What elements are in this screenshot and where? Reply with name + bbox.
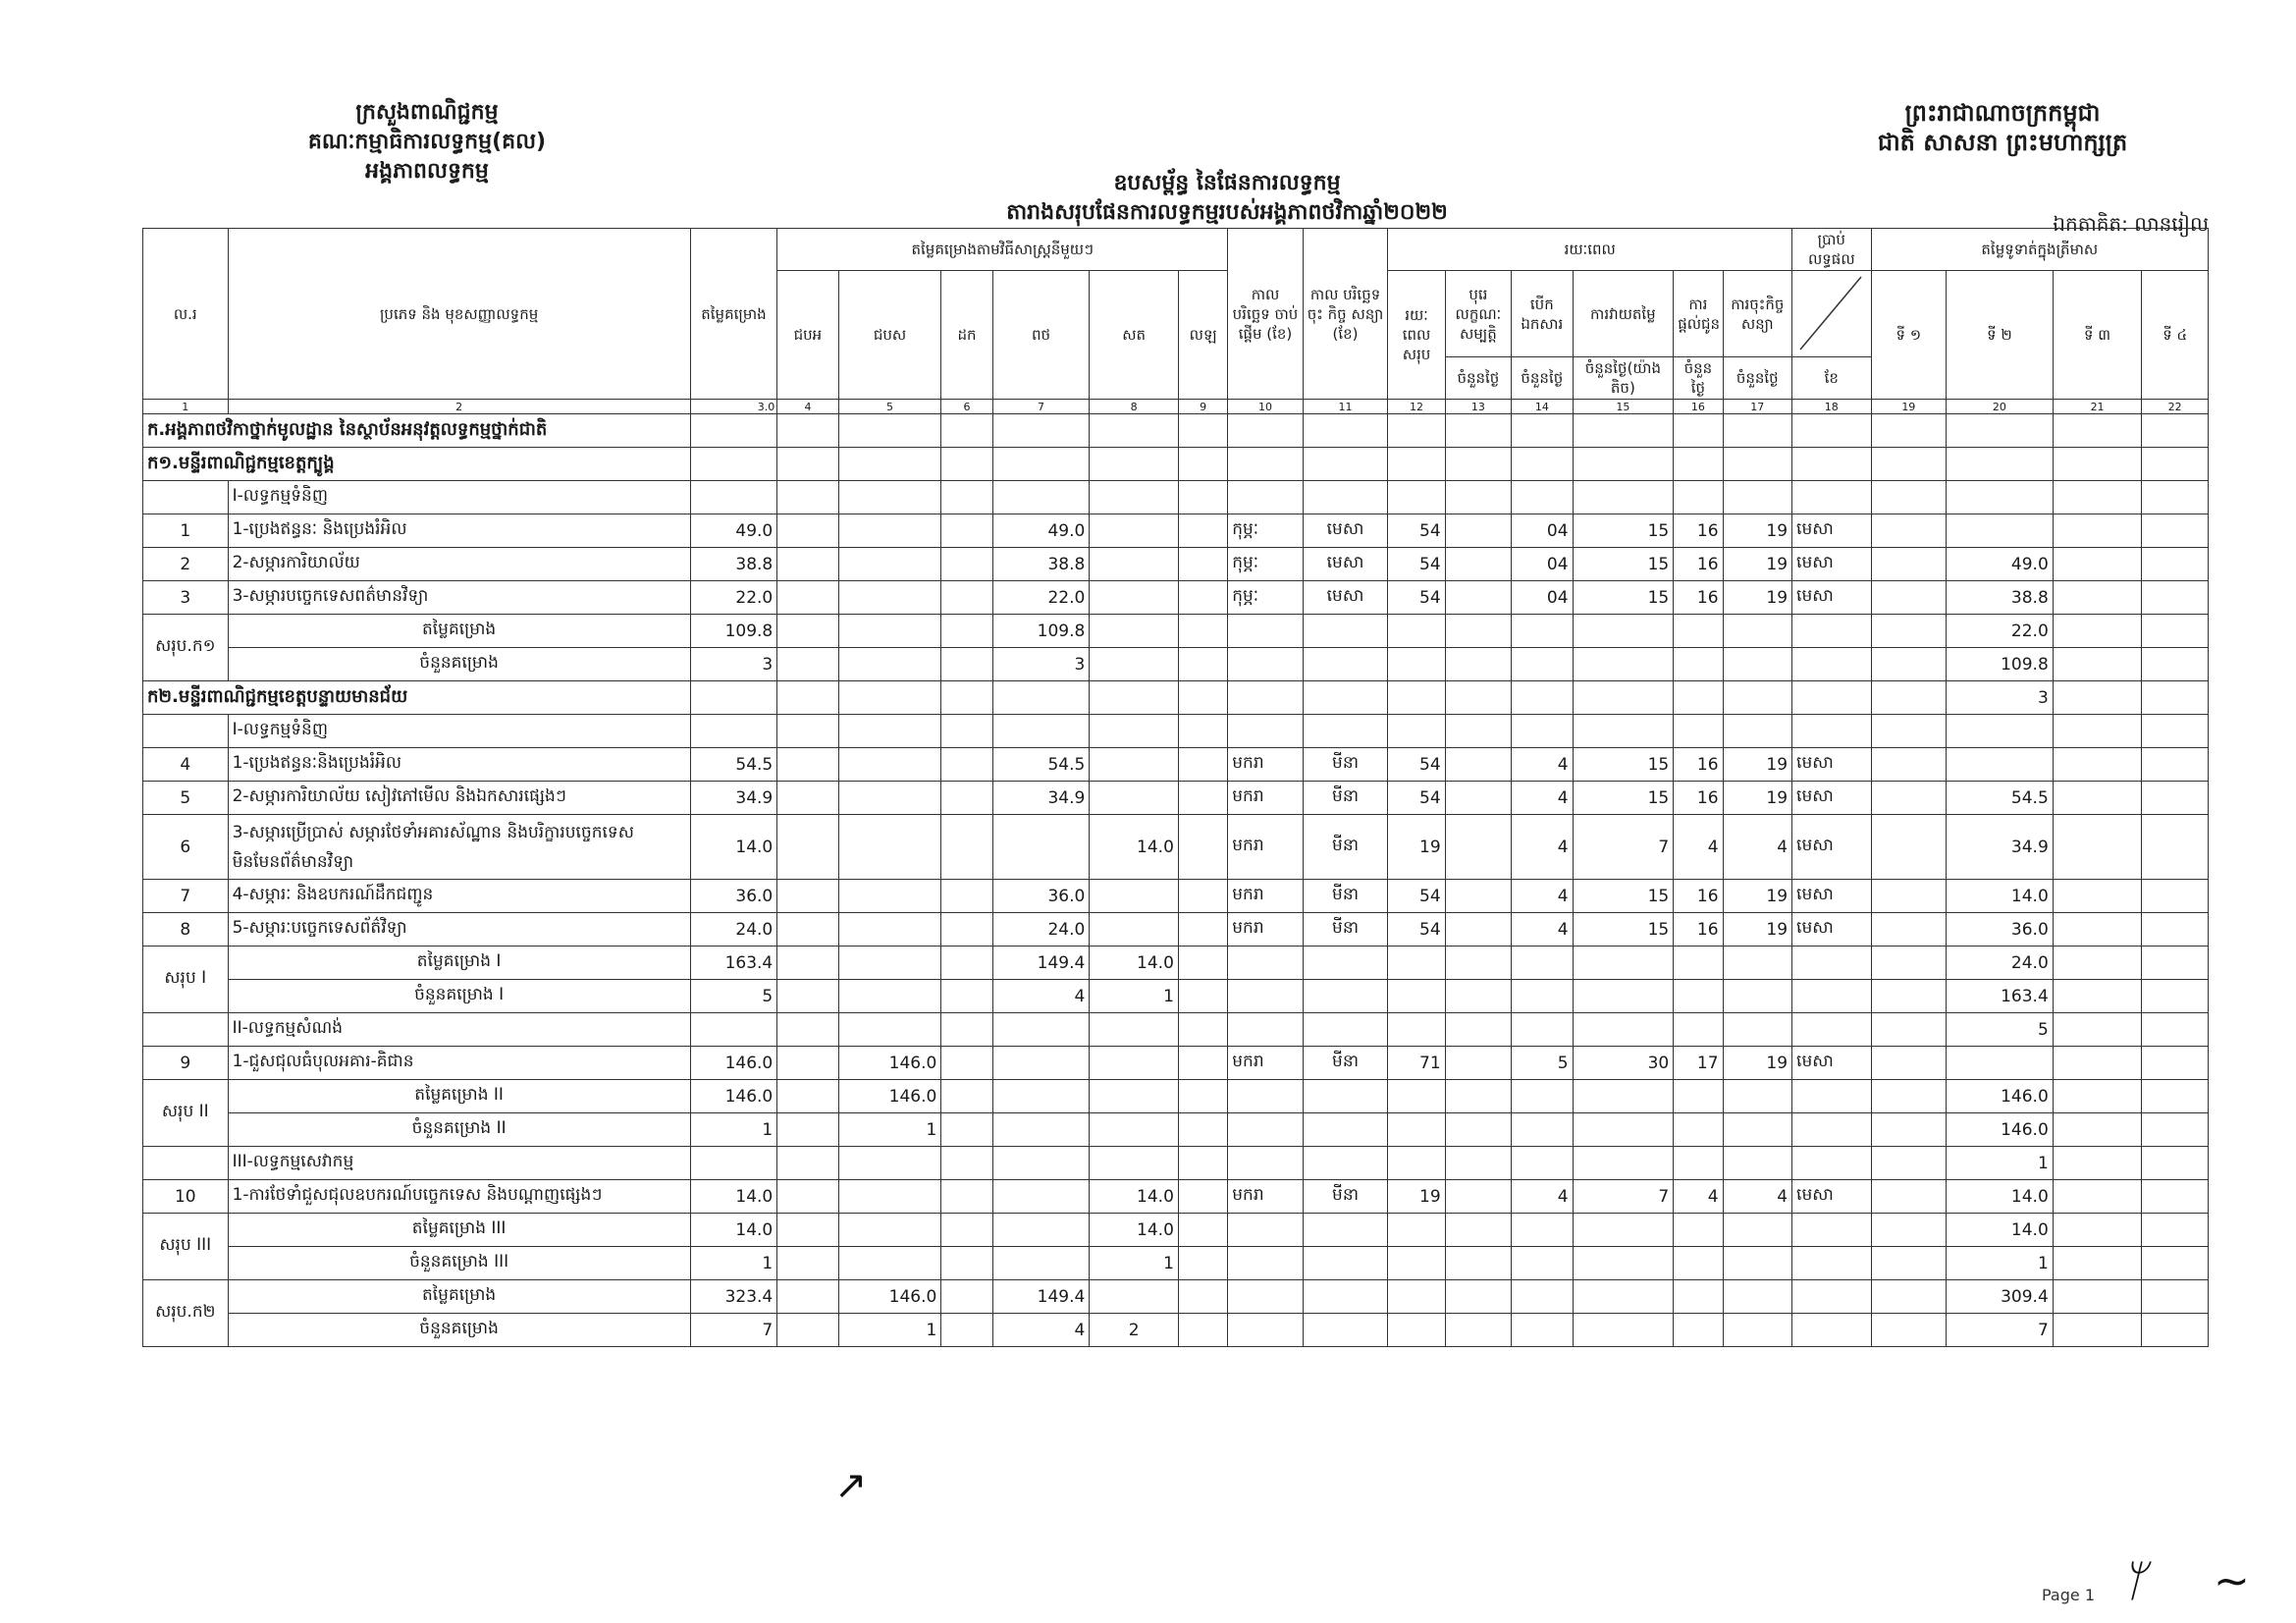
col-paid-group: ប្រាប់លទ្ធផល <box>1792 229 1872 271</box>
row-start: កុម្ភៈ <box>1228 514 1304 548</box>
row-m4: 54.5 <box>992 748 1090 782</box>
table-row <box>143 815 2209 880</box>
k2-sum2-cnt-m2: 1 <box>838 1113 941 1147</box>
k2-sum1-cnt-m4: 4 <box>992 980 1090 1013</box>
col-total-time: រយៈ ពេល សរុប <box>1388 271 1445 400</box>
col-paid-diagonal <box>1792 271 1872 357</box>
row-no: 8 <box>143 913 229 947</box>
row-m4: 34.9 <box>992 782 1090 815</box>
row-paid: មេសា <box>1792 1180 1872 1214</box>
row-total: 71 <box>1388 1047 1445 1080</box>
k2-total-est-m4: 149.4 <box>992 1280 1090 1314</box>
k2-sum3-cnt-m5: 1 <box>1090 1247 1179 1280</box>
row-estimate: 22.0 <box>690 581 777 615</box>
row-estimate: 24.0 <box>690 913 777 947</box>
k2-sum1-est: 163.4 <box>690 947 777 980</box>
row-contract: មីនា <box>1303 1047 1388 1080</box>
row-award: 4 <box>1674 815 1723 880</box>
col-q2: ទី ២ <box>1947 271 2054 400</box>
row-contract: មីនា <box>1303 748 1388 782</box>
row-estimate: 34.9 <box>690 782 777 815</box>
row-award: 16 <box>1674 782 1723 815</box>
row-q2: 36.0 <box>1947 913 2054 947</box>
k2-total-cnt: 7 <box>690 1314 777 1347</box>
row-estimate: 146.0 <box>690 1047 777 1080</box>
row-eval: 15 <box>1573 548 1674 581</box>
kingdom-name: ព្រះរាជាណាចក្រកម្ពុជា <box>1904 99 2101 127</box>
row-estimate: 36.0 <box>690 880 777 913</box>
k2-total-cnt-m2: 1 <box>838 1314 941 1347</box>
row-total: 54 <box>1388 913 1445 947</box>
group-k2-title: ក២.មន្ទីរពាណិជ្ជកម្មខេត្តបន្ទាយមានជ័យ <box>143 681 691 715</box>
row-sign: 19 <box>1723 913 1792 947</box>
row-m4: 24.0 <box>992 913 1090 947</box>
section-row <box>143 414 2209 448</box>
row-eval: 7 <box>1573 1180 1674 1214</box>
summary-row <box>143 1314 2209 1347</box>
row-sign: 19 <box>1723 1047 1792 1080</box>
row-sign: 19 <box>1723 880 1792 913</box>
section-a-title: ក.អង្គភាពថវិកាថ្នាក់មូលដ្ឋាន នៃស្ថាប័នអនុវត្តលទ្ធកម្មថ្នាក់ជាតិ <box>143 414 691 448</box>
summary-row <box>143 1113 2209 1147</box>
row-estimate: 38.8 <box>690 548 777 581</box>
row-name: 2-សម្ភារការិយាល័យ សៀវភៅមើល និងឯកសារផ្សេងៗ <box>228 782 690 815</box>
group-k1-title: ក១.មន្ទីរពាណិជ្ជកម្មខេត្តក្បូង្គ <box>143 448 691 481</box>
col-sign-days: ចំនួនថ្ងៃ <box>1723 357 1792 400</box>
k2-total-cnt-q2: 7 <box>1947 1314 2054 1347</box>
row-eval: 15 <box>1573 514 1674 548</box>
col-award: ការផ្តល់ជូន <box>1674 271 1723 357</box>
row-eval: 30 <box>1573 1047 1674 1080</box>
k2-sum1-cnt-m5: 1 <box>1090 980 1179 1013</box>
k2-title-q2: 3 <box>1947 681 2054 715</box>
row-q2 <box>1947 1047 2054 1080</box>
col-m2: ជបស <box>838 271 941 400</box>
row-name: 1-ការថែទាំជួសជុលឧបករណ៍បច្ចេកទេស និងបណ្តាញផ្សេងៗ <box>228 1180 690 1214</box>
colnum: 9 <box>1178 400 1227 414</box>
row-paid: មេសា <box>1792 1047 1872 1080</box>
row-open: 04 <box>1512 548 1573 581</box>
k2-sum3-cnt-label: ចំនួនគម្រោង III <box>228 1247 690 1280</box>
col-open-days: ចំនួនថ្ងៃ <box>1512 357 1573 400</box>
summary-row <box>143 1080 2209 1113</box>
column-number-row <box>143 400 2209 414</box>
colnum: 3.0 <box>690 400 777 414</box>
k1-sum-est-label: តម្លៃគម្រោង <box>228 615 690 648</box>
summary-row <box>143 1214 2209 1247</box>
row-sign: 19 <box>1723 514 1792 548</box>
row-no: 6 <box>143 815 229 880</box>
signature-stroke-icon: ∼ <box>2214 1556 2250 1606</box>
k2-subgroup2-title: II-លទ្ធកម្មសំណង់ <box>228 1013 690 1047</box>
k2-sum3-cnt-q2: 1 <box>1947 1247 2054 1280</box>
row-estimate: 14.0 <box>690 815 777 880</box>
colnum: 16 <box>1674 400 1723 414</box>
k2-sum2-est: 146.0 <box>690 1080 777 1113</box>
col-start: កាល បរិច្ឆេទ ចាប់ផ្តើម (ខែ) <box>1228 229 1304 400</box>
row-m4: 49.0 <box>992 514 1090 548</box>
table-row <box>143 913 2209 947</box>
k2-sum1-label: សរុប I <box>143 947 229 1013</box>
row-m4: 22.0 <box>992 581 1090 615</box>
row-sign: 19 <box>1723 748 1792 782</box>
row-name: 3-សម្ភារប្រើប្រាស់ សម្ភារថែទាំអគារស័ណ្ឋាន និងបរិក្ខារបច្ចេកទេស មិនមែនព័ត៌មានវិទ្យា <box>228 815 690 880</box>
diagonal-line-icon <box>1792 271 1869 355</box>
colnum: 19 <box>1871 400 1947 414</box>
row-award: 4 <box>1674 1180 1723 1214</box>
col-q3: ទី ៣ <box>2053 271 2142 400</box>
ministry-name: ក្រសួងពាណិជ្ជកម្ម <box>355 100 499 125</box>
k1-sum-label: សរុប.ក១ <box>143 615 229 681</box>
row-total: 19 <box>1388 815 1445 880</box>
row-paid: មេសា <box>1792 581 1872 615</box>
k2-sum1-est-m4: 149.4 <box>992 947 1090 980</box>
row-eval: 15 <box>1573 913 1674 947</box>
row-name: 1-ជួសជុលធំបុលអគារ-គិជាន <box>228 1047 690 1080</box>
k2-sum3-cnt: 1 <box>690 1247 777 1280</box>
row-contract: មីនា <box>1303 782 1388 815</box>
row-start: មករា <box>1228 913 1304 947</box>
table-row <box>143 880 2209 913</box>
row-no: 7 <box>143 880 229 913</box>
initial-mark-icon: ↗ <box>834 1463 868 1508</box>
summary-row <box>143 1280 2209 1314</box>
row-name: 5-សម្ភារៈបច្ចេកទេសព័ត៌វិទ្យា <box>228 913 690 947</box>
row-estimate: 49.0 <box>690 514 777 548</box>
row-award: 16 <box>1674 514 1723 548</box>
summary-row <box>143 947 2209 980</box>
row-sign: 19 <box>1723 581 1792 615</box>
colnum: 12 <box>1388 400 1445 414</box>
summary-row <box>143 1247 2209 1280</box>
table-row <box>143 1180 2209 1214</box>
row-award: 16 <box>1674 581 1723 615</box>
row-paid: មេសា <box>1792 815 1872 880</box>
k2-sum2-est-label: តម្លៃគម្រោង II <box>228 1080 690 1113</box>
subgroup-row <box>143 715 2209 748</box>
row-award: 16 <box>1674 880 1723 913</box>
unit-name: អង្គភាពលទ្ធកម្ម <box>365 159 489 184</box>
row-q2: 14.0 <box>1947 1180 2054 1214</box>
row-q2 <box>1947 748 2054 782</box>
committee-name: គណៈកម្មាធិការលទ្ធកម្ម(គល) <box>307 130 547 154</box>
colnum: 18 <box>1792 400 1872 414</box>
row-start: កុម្ភៈ <box>1228 548 1304 581</box>
col-award-days: ចំនួនថ្ងៃ <box>1674 357 1723 400</box>
col-m6: លឡ <box>1178 271 1227 400</box>
row-m4: 38.8 <box>992 548 1090 581</box>
row-paid: មេសា <box>1792 782 1872 815</box>
col-m4: ពថ <box>992 271 1090 400</box>
row-award: 17 <box>1674 1047 1723 1080</box>
col-no: ល.រ <box>143 229 229 400</box>
row-name: 2-សម្ភារការិយាល័យ <box>228 548 690 581</box>
row-contract: មេសា <box>1303 581 1388 615</box>
row-no: 10 <box>143 1180 229 1214</box>
summary-row <box>143 648 2209 681</box>
row-m4: 36.0 <box>992 880 1090 913</box>
k2-total-est-label: តម្លៃគម្រោង <box>228 1280 690 1314</box>
summary-row <box>143 980 2209 1013</box>
row-no: 3 <box>143 581 229 615</box>
row-start: មករា <box>1228 782 1304 815</box>
row-no: 1 <box>143 514 229 548</box>
row-m5 <box>1090 880 1179 913</box>
col-eval: ការវាយតម្លៃ <box>1573 271 1674 357</box>
row-contract: មីនា <box>1303 815 1388 880</box>
summary-row <box>143 615 2209 648</box>
col-method-group: តម្លៃគម្រោងតាមវិធីសាស្ត្រនីមួយៗ <box>777 229 1228 271</box>
row-open: 5 <box>1512 1047 1573 1080</box>
table-row <box>143 782 2209 815</box>
colnum: 6 <box>941 400 992 414</box>
row-paid: មេសា <box>1792 514 1872 548</box>
row-no: 5 <box>143 782 229 815</box>
row-total: 54 <box>1388 748 1445 782</box>
col-time-group: រយៈពេល <box>1388 229 1792 271</box>
colnum: 21 <box>2053 400 2142 414</box>
k1-sum-est-q2: 22.0 <box>1947 615 2054 648</box>
col-quarter-group: តម្លៃទូទាត់ក្នុងត្រីមាស <box>1871 229 2208 271</box>
row-award: 16 <box>1674 548 1723 581</box>
colnum: 17 <box>1723 400 1792 414</box>
table-row <box>143 581 2209 615</box>
k2-total-est-m2: 146.0 <box>838 1280 941 1314</box>
k2-sum2-label: សរុប II <box>143 1080 229 1147</box>
k1-subgroup-title: I-លទ្ធកម្មទំនិញ <box>228 481 690 514</box>
k2-sum2-cnt: 1 <box>690 1113 777 1147</box>
row-q2: 38.8 <box>1947 581 2054 615</box>
row-m5 <box>1090 782 1179 815</box>
row-sign: 19 <box>1723 548 1792 581</box>
k2-total-cnt-m5: 2 <box>1090 1314 1179 1347</box>
row-total: 54 <box>1388 581 1445 615</box>
table-row <box>143 1047 2209 1080</box>
k2-subgroup1-title: I-លទ្ធកម្មទំនិញ <box>228 715 690 748</box>
k2-sum2-est-m2: 146.0 <box>838 1080 941 1113</box>
col-paid-month: ខែ <box>1792 357 1872 400</box>
k2-sub2-q2: 5 <box>1947 1013 2054 1047</box>
colnum: 13 <box>1445 400 1511 414</box>
row-m2: 146.0 <box>838 1047 941 1080</box>
colnum: 11 <box>1303 400 1388 414</box>
row-q2: 34.9 <box>1947 815 2054 880</box>
row-paid: មេសា <box>1792 880 1872 913</box>
k2-sum3-est-m5: 14.0 <box>1090 1214 1179 1247</box>
row-start: មករា <box>1228 748 1304 782</box>
row-name: 1-ប្រេងឥន្ធនៈ និងប្រេងរំអិល <box>228 514 690 548</box>
table-row <box>143 514 2209 548</box>
subgroup-row <box>143 1013 2209 1047</box>
k1-sum-cnt-label: ចំនួនគម្រោង <box>228 648 690 681</box>
row-open: 4 <box>1512 815 1573 880</box>
row-open: 04 <box>1512 581 1573 615</box>
row-eval: 15 <box>1573 748 1674 782</box>
row-open: 4 <box>1512 782 1573 815</box>
k2-sum1-cnt-q2: 163.4 <box>1947 980 2054 1013</box>
row-open: 04 <box>1512 514 1573 548</box>
row-contract: មីនា <box>1303 913 1388 947</box>
k2-subgroup3-title: III-លទ្ធកម្មសេវាកម្ម <box>228 1147 690 1180</box>
k2-sum3-est: 14.0 <box>690 1214 777 1247</box>
subgroup-row <box>143 481 2209 514</box>
row-start: មករា <box>1228 1047 1304 1080</box>
k2-sum1-est-q2: 24.0 <box>1947 947 2054 980</box>
k2-sum1-est-label: តម្លៃគម្រោង I <box>228 947 690 980</box>
table-row <box>143 548 2209 581</box>
row-m5 <box>1090 748 1179 782</box>
row-q2: 54.5 <box>1947 782 2054 815</box>
k2-sum3-label: សរុប III <box>143 1214 229 1280</box>
k1-sum-cnt-q2: 109.8 <box>1947 648 2054 681</box>
colnum: 14 <box>1512 400 1573 414</box>
row-total: 54 <box>1388 548 1445 581</box>
signature-icon: ᛘ <box>2120 1556 2147 1606</box>
colnum: 2 <box>228 400 690 414</box>
row-total: 54 <box>1388 782 1445 815</box>
colnum: 22 <box>2142 400 2209 414</box>
motto: ជាតិ សាសនា ព្រះមហាក្សត្រ <box>1877 129 2128 156</box>
k2-total-cnt-label: ចំនួនគម្រោង <box>228 1314 690 1347</box>
k1-sum-est: 109.8 <box>690 615 777 648</box>
row-sign: 4 <box>1723 815 1792 880</box>
row-total: 54 <box>1388 514 1445 548</box>
row-sign: 19 <box>1723 782 1792 815</box>
page-number: Page 1 <box>2042 1586 2095 1604</box>
k2-total-est: 323.4 <box>690 1280 777 1314</box>
col-estimate: តម្លៃគម្រោង <box>690 229 777 400</box>
col-q4: ទី ៤ <box>2142 271 2209 400</box>
colnum: 10 <box>1228 400 1304 414</box>
colnum: 15 <box>1573 400 1674 414</box>
row-name: 1-ប្រេងឥន្ធនៈនិងប្រេងរំអិល <box>228 748 690 782</box>
k2-sum3-est-label: តម្លៃគម្រោង III <box>228 1214 690 1247</box>
k2-sum2-est-q2: 146.0 <box>1947 1080 2054 1113</box>
k2-total-label: សរុប.ក២ <box>143 1280 229 1347</box>
row-total: 19 <box>1388 1180 1445 1214</box>
document-title <box>834 169 1620 228</box>
k2-total-cnt-m4: 4 <box>992 1314 1090 1347</box>
row-sign: 4 <box>1723 1180 1792 1214</box>
col-sign: ការចុះកិច្ចសន្យា <box>1723 271 1792 357</box>
row-m4 <box>992 815 1090 880</box>
row-start: មករា <box>1228 880 1304 913</box>
row-name: 4-សម្ភារៈ និងឧបករណ៍ដឹកជញ្ជូន <box>228 880 690 913</box>
procurement-plan-table <box>142 228 2209 1347</box>
row-award: 16 <box>1674 748 1723 782</box>
col-type: ប្រភេទ និង មុខសញ្ញាលទ្ធកម្ម <box>228 229 690 400</box>
row-eval: 15 <box>1573 581 1674 615</box>
colnum: 5 <box>838 400 941 414</box>
row-contract: មីនា <box>1303 880 1388 913</box>
row-m5 <box>1090 913 1179 947</box>
row-eval: 7 <box>1573 815 1674 880</box>
row-name: 3-សម្ភារបច្ចេកទេសពត៌មានវិទ្យា <box>228 581 690 615</box>
k2-sum1-cnt: 5 <box>690 980 777 1013</box>
row-paid: មេសា <box>1792 748 1872 782</box>
colnum: 8 <box>1090 400 1179 414</box>
header-row-1 <box>143 229 2209 271</box>
k2-sum1-est-m5: 14.0 <box>1090 947 1179 980</box>
row-estimate: 54.5 <box>690 748 777 782</box>
row-m5: 14.0 <box>1090 1180 1179 1214</box>
row-total: 54 <box>1388 880 1445 913</box>
col-m5: សត <box>1090 271 1179 400</box>
row-paid: មេសា <box>1792 913 1872 947</box>
annex-title: ឧបសម្ព័ន្ធ នៃផែនការលទ្ធកម្ម <box>1113 171 1341 195</box>
subgroup-row <box>143 1147 2209 1180</box>
row-open: 4 <box>1512 880 1573 913</box>
row-eval: 15 <box>1573 880 1674 913</box>
col-eval-days: ចំនួនថ្ងៃ(យ៉ាងតិច) <box>1573 357 1674 400</box>
k2-sum3-est-q2: 14.0 <box>1947 1214 2054 1247</box>
col-m3: ដក <box>941 271 992 400</box>
k1-sum-cnt-m4: 3 <box>992 648 1090 681</box>
kingdom-header <box>1796 98 2209 157</box>
currency-unit: ឯកតាគិត: លានរៀល <box>2053 212 2209 236</box>
row-eval: 15 <box>1573 782 1674 815</box>
row-start: មករា <box>1228 815 1304 880</box>
row-contract: មីនា <box>1303 1180 1388 1214</box>
k2-total-est-q2: 309.4 <box>1947 1280 2054 1314</box>
col-open: បើកឯកសារ <box>1512 271 1573 357</box>
colnum: 20 <box>1947 400 2054 414</box>
row-q2: 49.0 <box>1947 548 2054 581</box>
row-paid: មេសា <box>1792 548 1872 581</box>
k2-sum1-cnt-label: ចំនួនគម្រោង I <box>228 980 690 1013</box>
row-m5: 14.0 <box>1090 815 1179 880</box>
colnum: 1 <box>143 400 229 414</box>
col-contract: កាល បរិច្ឆេទចុះ កិច្ច សន្យា (ខែ) <box>1303 229 1388 400</box>
row-no: 4 <box>143 748 229 782</box>
group-row <box>143 681 2209 715</box>
row-open: 4 <box>1512 748 1573 782</box>
row-start: កុម្ភៈ <box>1228 581 1304 615</box>
k2-sum2-cnt-q2: 146.0 <box>1947 1113 2054 1147</box>
row-start: មករា <box>1228 1180 1304 1214</box>
col-prep: បុរេ លក្ខណៈ សម្បត្តិ <box>1445 271 1511 357</box>
row-open: 4 <box>1512 1180 1573 1214</box>
row-award: 16 <box>1674 913 1723 947</box>
k2-sub3-q2: 1 <box>1947 1147 2054 1180</box>
row-estimate: 14.0 <box>690 1180 777 1214</box>
col-q1: ទី ១ <box>1871 271 1947 400</box>
colnum: 4 <box>777 400 838 414</box>
col-prep-days: ចំនួនថ្ងៃ <box>1445 357 1511 400</box>
row-q2 <box>1947 514 2054 548</box>
k1-sum-cnt: 3 <box>690 648 777 681</box>
group-row <box>143 448 2209 481</box>
table-row <box>143 748 2209 782</box>
plan-title: តារាងសរុបផែនការលទ្ធកម្មរបស់អង្គភាពថវិកាឆ្នាំ២០២២ <box>1006 200 1448 225</box>
colnum: 7 <box>992 400 1090 414</box>
row-no: 9 <box>143 1047 229 1080</box>
row-q2: 14.0 <box>1947 880 2054 913</box>
ministry-header <box>231 98 623 187</box>
k1-sum-est-m4: 109.8 <box>992 615 1090 648</box>
row-contract: មេសា <box>1303 514 1388 548</box>
row-contract: មេសា <box>1303 548 1388 581</box>
row-no: 2 <box>143 548 229 581</box>
k2-sum2-cnt-label: ចំនួនគម្រោង II <box>228 1113 690 1147</box>
col-m1: ជបអ <box>777 271 838 400</box>
row-open: 4 <box>1512 913 1573 947</box>
